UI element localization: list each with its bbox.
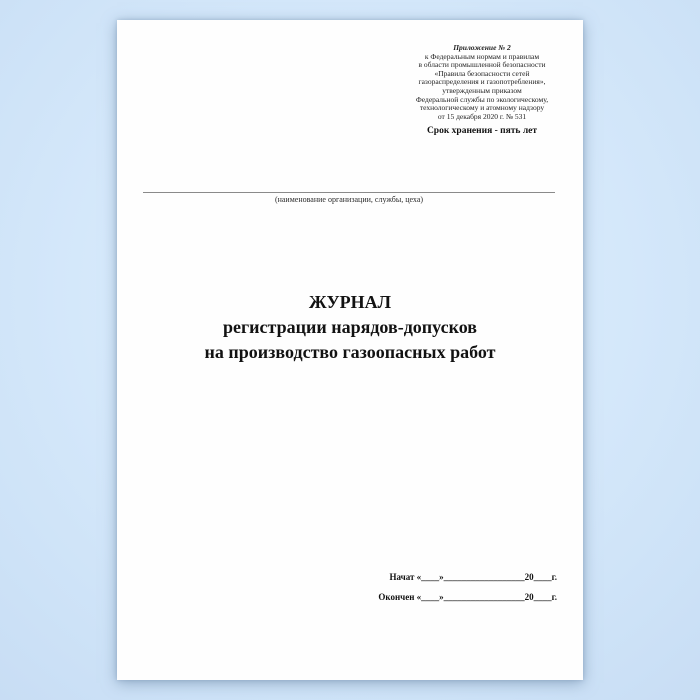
date-started-line: Начат «____»__________________20____г. (389, 572, 557, 582)
organization-caption: (наименование организации, службы, цеха) (274, 195, 424, 204)
document-page (117, 20, 583, 680)
journal-dates-block (378, 572, 557, 612)
date-finished-line: Окончен «____»__________________20____г. (378, 592, 557, 602)
appendix-line: Федеральной службы по экологическому, (415, 94, 549, 104)
appendix-line: утвержденным приказом (442, 85, 522, 95)
appendix-line: «Правила безопасности сетей (434, 68, 530, 78)
appendix-line: газораспределения и газопотребления», (418, 77, 546, 87)
organization-fill-line (143, 166, 555, 193)
organization-name-block (143, 166, 555, 204)
appendix-reference-block (412, 44, 552, 137)
appendix-line: технологическому и атомному надзору (419, 103, 545, 113)
title-line-works: на производство газоопасных работ (204, 342, 496, 362)
title-line-registration: регистрации нарядов-допусков (222, 317, 478, 337)
title-line-journal: ЖУРНАЛ (308, 292, 392, 312)
document-title (117, 290, 583, 365)
appendix-line: в области промышленной безопасности (418, 60, 546, 70)
retention-period: Срок хранения - пять лет (426, 126, 538, 137)
appendix-number: Приложение № 2 (453, 43, 511, 52)
appendix-line: от 15 декабря 2020 г. № 531 (437, 111, 527, 121)
appendix-line: к Федеральным нормам и правилам (424, 51, 540, 61)
